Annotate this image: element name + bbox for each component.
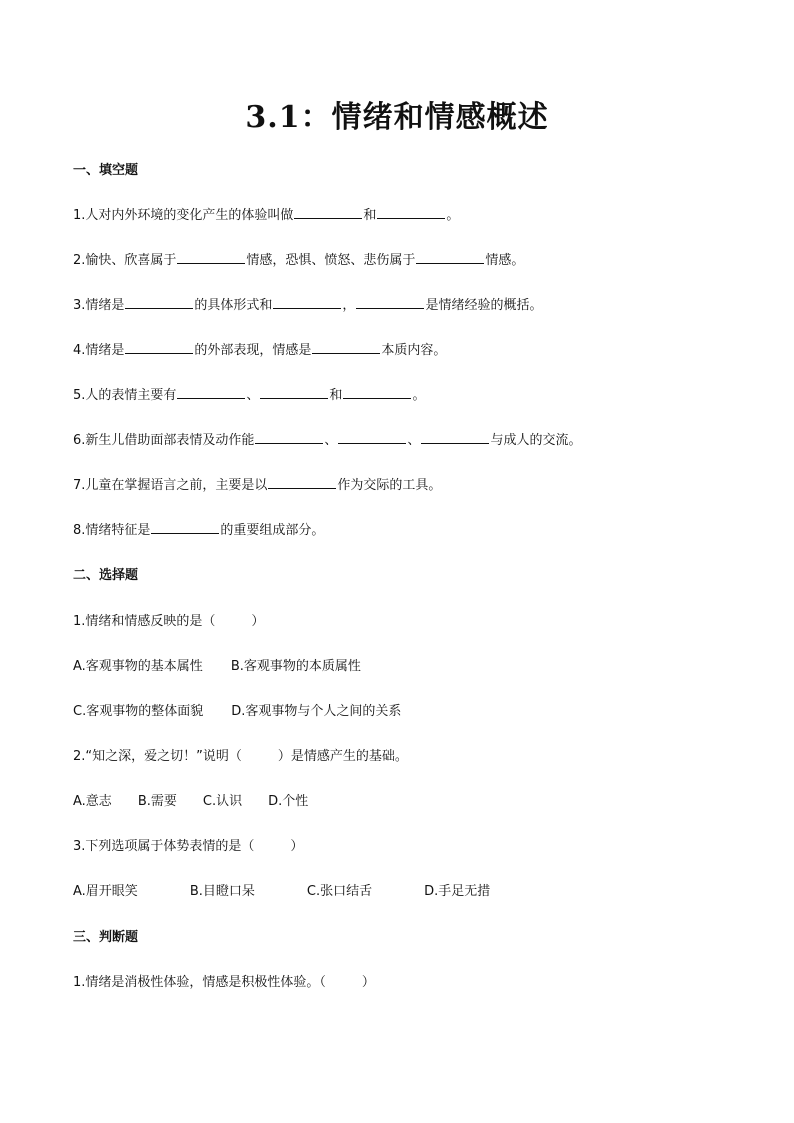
fill-question-2 — [73, 249, 524, 268]
fill-question-7 — [73, 474, 441, 493]
choice-question-2-options — [73, 790, 308, 809]
question-text: ） — [251, 614, 265, 629]
question-text: 。 — [412, 388, 426, 403]
question-text: 和 — [363, 208, 377, 223]
fill-question-3 — [73, 294, 542, 313]
question-text: 7.儿童在掌握语言之前，主要是以 — [73, 478, 268, 493]
option-d[interactable]: D.个性 — [268, 794, 309, 809]
option-b[interactable]: B.需要 — [137, 794, 177, 809]
answer-blank[interactable] — [273, 297, 341, 309]
question-text: 、 — [407, 433, 421, 448]
option-c[interactable]: C.认识 — [202, 794, 243, 809]
option-d[interactable]: D.手足无措 — [424, 884, 491, 899]
question-text: 2.“知之深，爱之切！”说明（ — [73, 749, 242, 764]
option-a[interactable]: A.意志 — [73, 794, 112, 809]
question-text: 的具体形式和 — [194, 298, 273, 313]
question-text: 与成人的交流。 — [490, 433, 582, 448]
question-text: 作为交际的工具。 — [337, 478, 442, 493]
answer-blank[interactable] — [177, 252, 245, 264]
option-b[interactable]: B.客观事物的本质属性 — [230, 659, 361, 674]
fill-question-6 — [73, 429, 581, 448]
question-text: 和 — [329, 388, 343, 403]
question-text: ） — [361, 975, 375, 990]
question-text: 1.人对内外环境的变化产生的体验叫做 — [73, 208, 294, 223]
judge-question-1 — [73, 971, 375, 990]
question-text: 情感，恐惧、愤怒、悲伤属于 — [246, 253, 416, 268]
section-heading-judge: 三、判断题 — [73, 930, 139, 945]
question-text: 4.情绪是 — [73, 343, 125, 358]
option-c[interactable]: C.客观事物的整体面貌 — [73, 704, 204, 719]
option-c[interactable]: C.张口结舌 — [306, 884, 373, 899]
option-d[interactable]: D.客观事物与个人之间的关系 — [231, 704, 402, 719]
answer-blank[interactable] — [312, 342, 380, 354]
fill-question-4 — [73, 339, 446, 358]
question-text: 3.下列选项属于体势表情的是（ — [73, 839, 255, 854]
question-text: 5.人的表情主要有 — [73, 388, 177, 403]
question-text: 是情绪经验的概括。 — [425, 298, 543, 313]
question-text: 本质内容。 — [381, 343, 447, 358]
question-text: ） — [290, 839, 304, 854]
option-b[interactable]: B.目瞪口呆 — [189, 884, 255, 899]
answer-blank[interactable] — [416, 252, 484, 264]
question-text: 8.情绪特征是 — [73, 523, 151, 538]
section-heading-choice: 二、选择题 — [73, 568, 139, 583]
question-text: ）是情感产生的基础。 — [277, 749, 408, 764]
question-text: 1.情绪和情感反映的是（ — [73, 614, 216, 629]
option-a[interactable]: A.眉开眼笑 — [73, 884, 138, 899]
choice-question-3-stem — [73, 835, 303, 854]
answer-blank[interactable] — [125, 297, 193, 309]
question-text: 3.情绪是 — [73, 298, 125, 313]
answer-blank[interactable] — [177, 387, 245, 399]
section-heading-fill: 一、填空题 — [73, 163, 139, 178]
question-text: 6.新生儿借助面部表情及动作能 — [73, 433, 255, 448]
question-text: 2.愉快、欣喜属于 — [73, 253, 177, 268]
question-text: 、 — [246, 388, 260, 403]
choice-question-1-stem — [73, 610, 264, 629]
fill-question-1 — [73, 204, 459, 223]
question-text: 。 — [446, 208, 460, 223]
answer-blank[interactable] — [377, 207, 445, 219]
option-a[interactable]: A.客观事物的基本属性 — [73, 659, 203, 674]
answer-blank[interactable] — [125, 342, 193, 354]
answer-blank[interactable] — [151, 522, 219, 534]
question-text: 的重要组成部分。 — [220, 523, 325, 538]
answer-blank[interactable] — [343, 387, 411, 399]
answer-blank[interactable] — [421, 432, 489, 444]
choice-question-2-stem — [73, 745, 408, 764]
page-title: 3.1：情绪和情感概述 — [245, 100, 549, 135]
answer-blank[interactable] — [356, 297, 424, 309]
choice-question-1-options-ab — [73, 655, 361, 674]
answer-blank[interactable] — [260, 387, 328, 399]
question-text: ， — [342, 298, 356, 313]
question-text: 、 — [324, 433, 338, 448]
answer-blank[interactable] — [268, 477, 336, 489]
answer-blank[interactable] — [294, 207, 362, 219]
question-text: 的外部表现，情感是 — [194, 343, 312, 358]
fill-question-5 — [73, 384, 425, 403]
answer-blank[interactable] — [338, 432, 406, 444]
question-text: 1.情绪是消极性体验，情感是积极性体验。（ — [73, 975, 326, 990]
answer-blank[interactable] — [255, 432, 323, 444]
choice-question-3-options — [73, 880, 490, 899]
question-text: 情感。 — [485, 253, 525, 268]
fill-question-8 — [73, 519, 324, 538]
choice-question-1-options-cd — [73, 700, 401, 719]
